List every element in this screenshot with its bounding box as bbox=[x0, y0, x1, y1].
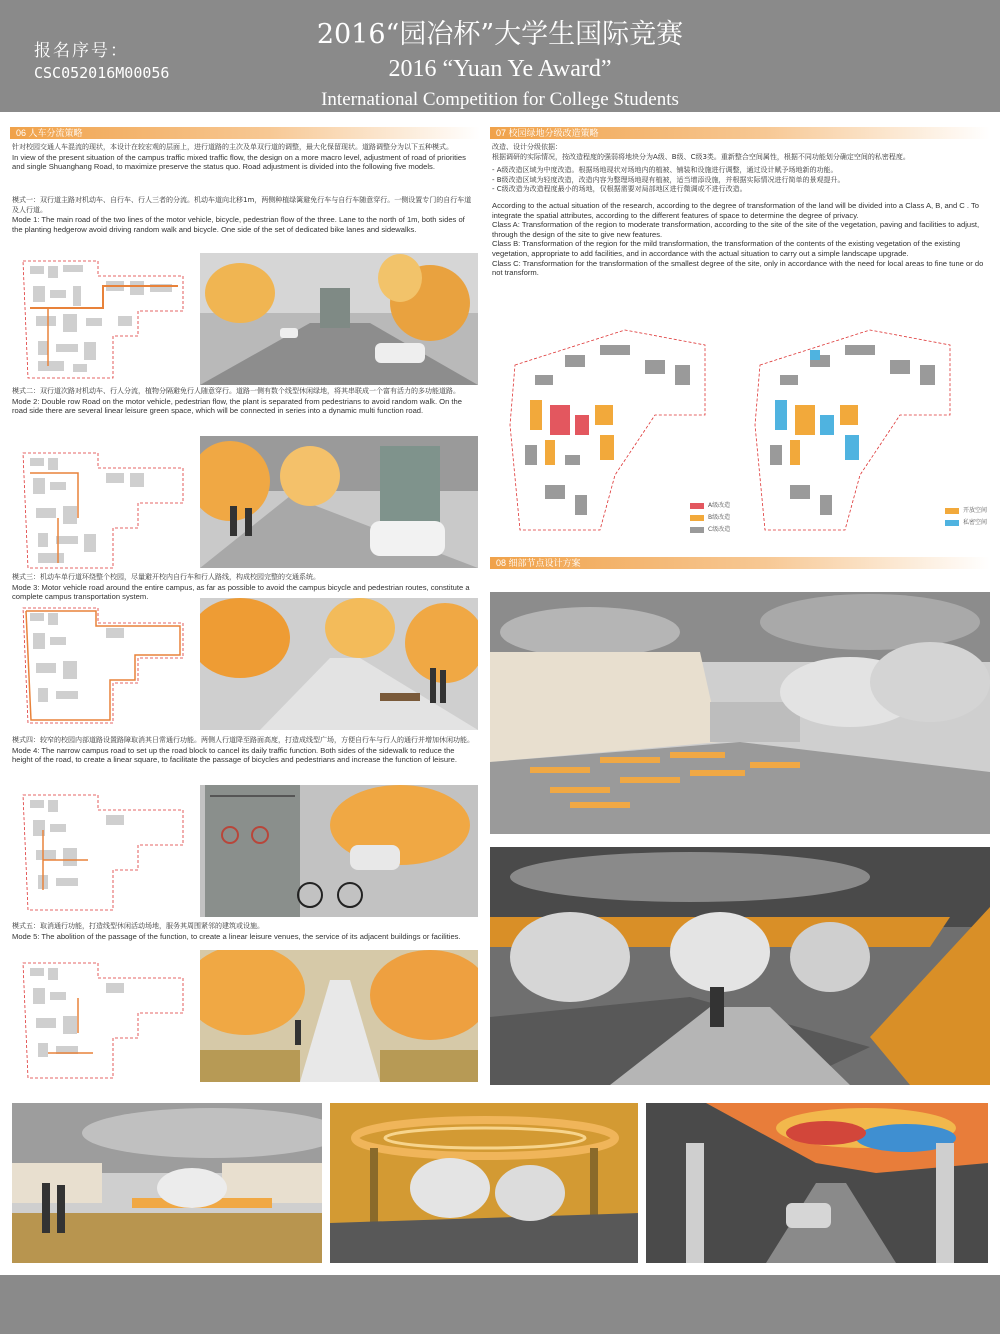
mode-3-plan bbox=[18, 603, 193, 728]
mode-4-cn: 模式四：较窄的校园内部道路设置路障取消其日常通行功能。两侧人行道降至路面高度，打造成线型广场，方便自行车与行人的通行并增加休闲功能。 bbox=[12, 736, 474, 744]
mode-1-en: Mode 1: The main road of the two lines of the motor vehicle, bicycle, pedestrian flow of the three. Lane to the north of 1m, both sides of the planting hedgerow avoid driving random walk and bicycle. One side of the set of dedicated bike lanes and sidewalks. bbox=[12, 215, 465, 234]
legend-open: 开放空间 bbox=[945, 505, 987, 514]
intro-en: In view of the present situation of the campus traffic mixed traffic flow, the design on a more macro level, adjustment of road of priorities and single Shuanghang Road, to maximize preserve the status quo. Road adjustment is divided into the following five models. bbox=[12, 152, 466, 172]
legend-b: B级改造 bbox=[690, 512, 730, 521]
title-subtitle: International Competition for College Students bbox=[321, 89, 679, 110]
para-en: According to the actual situation of the research, according to the degree of transformation of the land will be divided into a Class A, B, and C . To integrate the spatial attributes, according to the different features of space to determine the degree of privacy. bbox=[492, 200, 979, 220]
list-cn-c: - C级改造为改造程度最小的场地，仅根据需要对局部地区进行微调或不进行改造。 bbox=[492, 185, 747, 194]
mode-4-render bbox=[200, 785, 478, 917]
mode-2-render bbox=[200, 436, 478, 568]
mode-3-render bbox=[200, 598, 478, 730]
header-banner bbox=[0, 0, 1000, 112]
section-06-intro bbox=[12, 143, 477, 172]
mode-1-text bbox=[12, 196, 477, 234]
mode-2-plan bbox=[18, 448, 193, 573]
mode-2-text bbox=[12, 387, 477, 416]
section-07-text bbox=[492, 143, 987, 278]
class-b-text: Class B: Transformation of the region for the mild transformation, the transformation of the contents of the existing vegetation of the existing vegetation, appropriate to add facilities, and in accordance with the actual situation to carry out a simple landscape upgrade. bbox=[492, 239, 961, 258]
mode-5-plan bbox=[18, 958, 193, 1083]
detail-render-plaza bbox=[490, 592, 990, 834]
mode-5-cn: 模式五：取消通行功能，打造线型休闲活动场地，服务其周围紧邻的建筑或设施。 bbox=[12, 922, 264, 930]
mode-4-text bbox=[12, 736, 477, 765]
mode-5-text bbox=[12, 922, 477, 941]
registration-code: CSC052016M00056 bbox=[34, 64, 170, 82]
title-chinese: 2016“园冶杯”大学生国际竞赛 bbox=[316, 19, 684, 50]
class-c-text: Class C: Transformation for the transformation of the smallest degree of the site, only in accordance with the need for local areas to fine tune or do not transform. bbox=[492, 258, 984, 278]
class-a-text: Class A: Transformation of the region to moderate transformation, according to the site of the site of the vegetation, paving and facilities to adjust, through the design of the site to give new features. bbox=[492, 220, 980, 239]
mode-4-plan bbox=[18, 790, 193, 915]
mode-5-en: Mode 5: The abolition of the passage of the function, to create a linear leisure venues, the service of its adjacent buildings or facilities. bbox=[12, 931, 461, 941]
mode-2-cn: 模式二：双行道次路对机动车、行人分流，植物分隔避免行人随意穿行。道路一侧有数个线型休闲绿地，将其串联成一个富有活力的多功能道路。 bbox=[12, 387, 460, 395]
legend-private: 私密空间 bbox=[945, 517, 987, 526]
basis-cn2: 根据调研的实际情况，按改造程度的强弱将地块分为A级、B级、C级3类。重新整合空间属性，根据不同功能划分确定空间的私密程度。 bbox=[492, 152, 910, 161]
section-07-heading: 07 校园绿地分级改造策略 bbox=[490, 127, 990, 139]
mode-5-render bbox=[200, 950, 478, 1082]
grade-legend-right bbox=[945, 505, 987, 529]
detail-render-ramp bbox=[490, 847, 990, 1085]
title-english: 2016 “Yuan Ye Award” bbox=[388, 56, 612, 82]
legend-a: A级改造 bbox=[690, 500, 730, 509]
footer-band bbox=[0, 1275, 1000, 1334]
registration-label: 报名序号： bbox=[34, 41, 129, 61]
mode-4-en: Mode 4: The narrow campus road to set up the road block to cancel its daily traffic function. Both sides of the sidewalk to reduce the height of the road, to create a linear square, to facilitate the passage of bicycles and pedestrians and increase the function of leisure. bbox=[12, 745, 457, 765]
intro-cn: 针对校园交通人车混流的现状，本设计在较宏观的层面上，进行道路的主次及单双行道的调整，最大化保留现状。道路调整分为以下五种模式。 bbox=[12, 143, 453, 151]
grade-plan-right bbox=[750, 325, 960, 535]
mode-3-en: Mode 3: Motor vehicle road around the entire campus, as far as possible to avoid the campus bicycle and pedestrian routes, constitute a complete campus transportation system. bbox=[12, 582, 470, 602]
section-08-heading: 08 细部节点设计方案 bbox=[490, 557, 990, 569]
mode-1-plan bbox=[18, 256, 193, 384]
legend-c: C级改造 bbox=[690, 524, 730, 533]
grade-plan-left bbox=[505, 325, 715, 535]
bottom-render-1 bbox=[12, 1103, 322, 1263]
section-06-heading: 06 人车分流策略 bbox=[10, 127, 480, 139]
grade-legend-left bbox=[690, 500, 730, 536]
basis-cn: 改造、设计分级依据： bbox=[492, 143, 562, 151]
mode-3-cn: 模式三：机动车单行道环绕整个校园，尽量避开校内自行车和行人路线，构成校园完整的交通系统。 bbox=[12, 573, 320, 581]
list-cn-b: - B级改造区域为轻度改造，改造内容为整理场地现有植被，适当增添设施，并根据实际情况进行简单的景观提升。 bbox=[492, 175, 845, 184]
mode-1-cn: 模式一：双行道主路对机动车、自行车、行人三者的分流。机动车道向北移1m，两侧种植绿篱避免行车与自行车随意穿行。一侧设置专门的自行车道及人行道。 bbox=[12, 196, 472, 214]
list-cn-a: - A级改造区域为中度改造。根据场地现状对场地内的植被、铺装和设施进行调整，通过设计赋予场地新的功能。 bbox=[492, 166, 838, 175]
mode-1-render bbox=[200, 253, 478, 385]
mode-2-en: Mode 2: Double row Road on the motor vehicle, pedestrian flow, the plant is separated from pedestrians to avoid random walk. On the road side there are several linear leisure green space, which will be connected in series into a dynamic multi function road. bbox=[12, 396, 462, 416]
bottom-render-2 bbox=[330, 1103, 638, 1263]
bottom-render-3 bbox=[646, 1103, 988, 1263]
